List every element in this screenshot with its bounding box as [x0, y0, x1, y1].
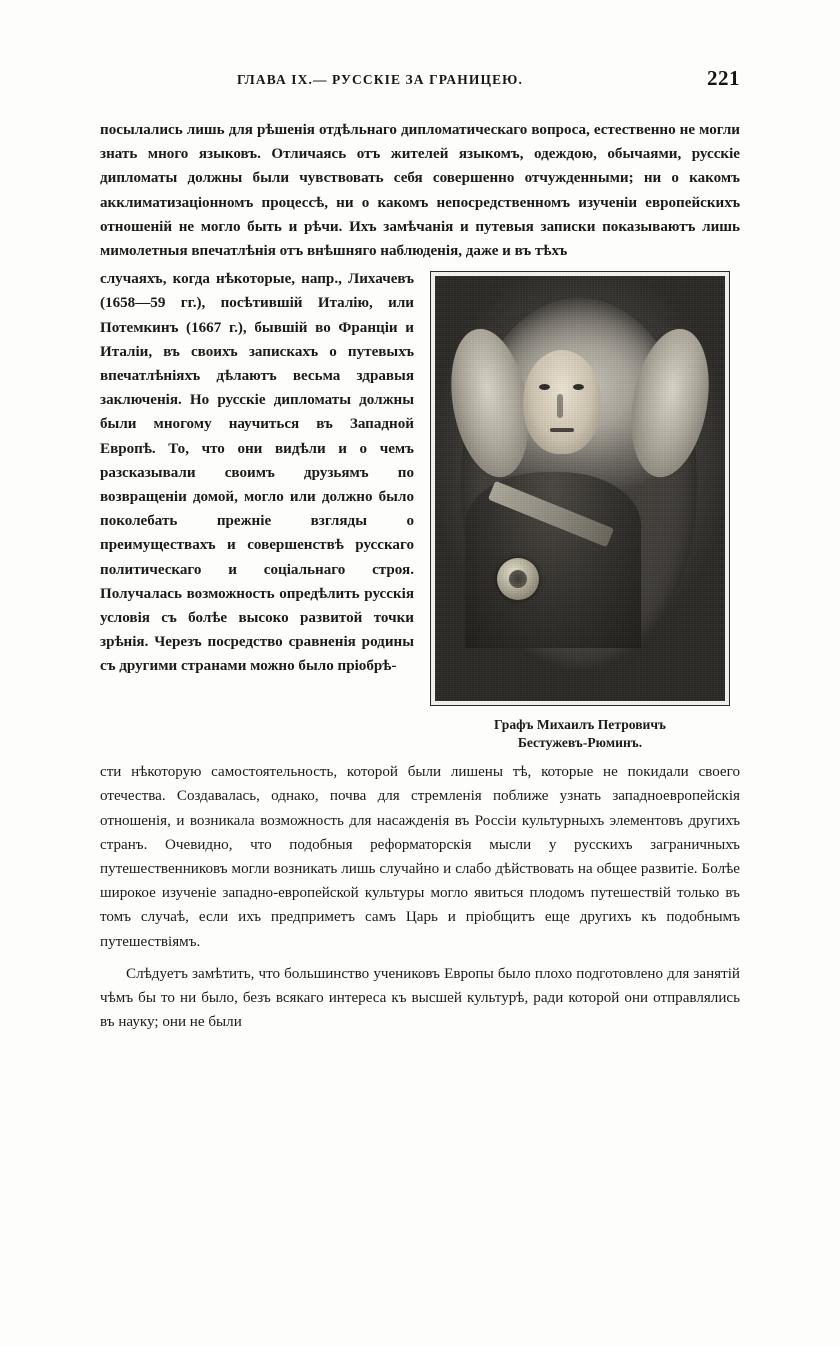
figure-wrap-zone	[100, 267, 740, 760]
portrait-engraving	[435, 276, 725, 701]
figure-frame	[430, 271, 730, 706]
paragraph-top: посылались лишь для рѣшенія отдѣльнаго дипломатическаго вопроса, естественно не могли знать много языковъ. Отличаясь отъ жителей языкомъ, одеждою, обычаями, русскіе дипломаты должны были чувствовать себя совершенно отчужденными; ни о какомъ акклиматизаціонномъ процессѣ, ни о какомъ непосредственномъ изученіи европейскихъ отношеній не могло быть и рѣчи. Ихъ замѣчанія и путевыя записки показываютъ лишь мимолетныя впечатлѣнія отъ внѣшняго наблюденія, даже и въ тѣхъ	[100, 122, 740, 260]
figure-caption-line-1: Графъ Михаилъ Петровичъ	[494, 717, 666, 733]
figure-caption	[430, 716, 730, 752]
running-head	[100, 66, 740, 94]
paragraph-last: Слѣдуетъ замѣтить, что большинство учениковъ Европы было плохо подготовлено для занятій чѣмъ бы то ни было, безъ всякаго интереса къ высшей культурѣ, ради которой они отправлялись въ науку; они не были	[100, 965, 740, 1031]
figure-portrait	[430, 271, 740, 752]
figure-caption-line-2: Бестужевъ-Рюминъ.	[517, 735, 643, 751]
portrait-medal	[497, 558, 539, 600]
paragraph-wrap: случаяхъ, когда нѣкоторые, напр., Лихачевъ (1658—59 гг.), посѣтившій Италію, или Потемкинъ (1667 г.), бывшій во Франціи и Италіи, въ своихъ запискахъ о путевыхъ впечатлѣніяхъ дѣлаютъ весьма здравыя заключенія. Но русскіе дипломаты должны были многому научиться въ Западной Европѣ. То, что они видѣли и о чемъ разсказывали своимъ друзьямъ по возвращеніи домой, могло или должно было поколебать прежніе взгляды о преимуществахъ и совершенствѣ русскаго политическаго и соціальнаго строя. Получалась возможность опредѣлить русскія условія съ болѣе высоко развитой точки зрѣнія. Черезъ посредство сравненія родины съ другими странами можно было пріобрѣ-	[100, 271, 414, 675]
paragraph-after-figure: сти нѣкоторую самостоятельность, которой были лишены тѣ, которые не покидали своего отечества. Создавалась, однако, почва для стремленія поближе узнать западноевропейскія отношенія, и возникала возможность для насажденія въ Россіи культурныхъ элементовъ другихъ странъ. Очевидно, что подобныя реформаторскія мысли у русскихъ заграничныхъ путешественниковъ могли возникать лишь случайно и слабо дѣйствовать на общее развитіе. Болѣе широкое изученіе западно-европейской культуры могло явиться плодомъ путешествій только въ томъ случаѣ, если ихъ предприметъ самъ Царь и пріобщитъ еще другихъ къ подобнымъ путешествіямъ.	[100, 764, 740, 950]
page-number: 221	[707, 66, 740, 90]
body-text-block	[100, 118, 740, 1034]
portrait-mouth	[550, 428, 574, 432]
running-head-title: ГЛАВА IX.— РУССКІЕ ЗА ГРАНИЦЕЮ.	[237, 72, 523, 87]
portrait-nose	[557, 394, 563, 418]
